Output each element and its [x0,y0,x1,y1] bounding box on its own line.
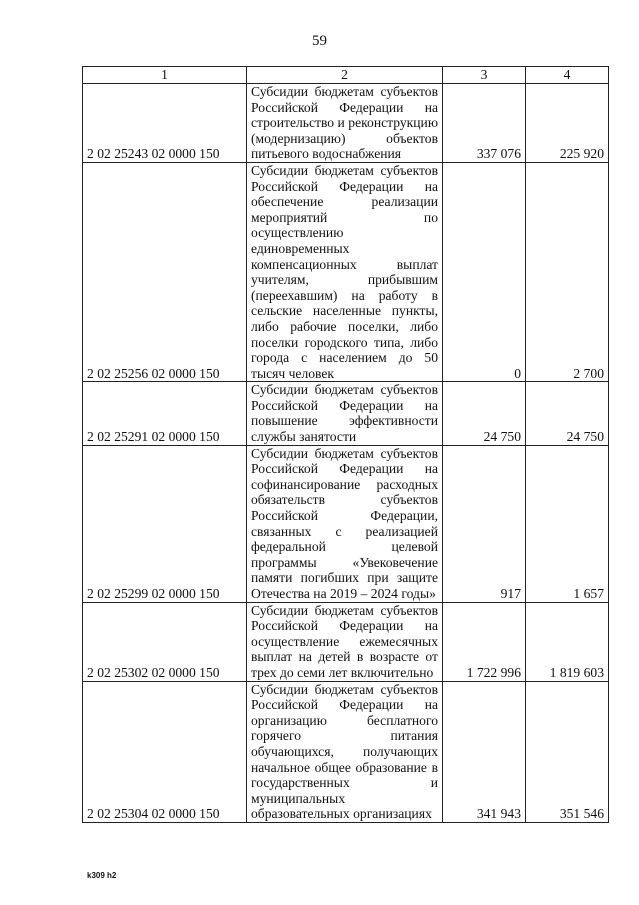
row-value-col4: 2 700 [526,162,609,381]
table-header-row [83,67,609,84]
row-description: Субсидии бюджетам субъектов Российской Федерации на осуществление ежемесячных выплат на детей в возрасте от трех до семи лет включительно [247,602,443,681]
row-description: Субсидии бюджетам субъектов Российской Федерации на организацию бесплатного горячего питания обучающихся, получающих начальное общее образование в государственных и муниципальных образовательных организациях [247,681,443,822]
table-row [83,382,609,445]
row-value-col4: 24 750 [526,382,609,445]
column-header-4: 4 [526,67,609,84]
budget-table [82,66,609,823]
row-value-col4: 1 657 [526,445,609,602]
row-value-col4: 351 546 [526,681,609,822]
row-value-col4: 225 920 [526,84,609,163]
row-value-col3: 0 [443,162,526,381]
row-value-col3: 1 722 996 [443,602,526,681]
row-code: 2 02 25256 02 0000 150 [83,162,247,381]
row-description: Субсидии бюджетам субъектов Российской Федерации на софинансирование расходных обязательств субъектов Российской Федерации, связанных с реализацией федеральной целевой программы «Увековечение памяти погибших при защите Отечества на 2019 – 2024 годы» [247,445,443,602]
table-body [83,84,609,823]
row-code: 2 02 25299 02 0000 150 [83,445,247,602]
row-description: Субсидии бюджетам субъектов Российской Федерации на обеспечение реализации мероприятий по осуществлению единовременных компенсационных выплат учителям, прибывшим (переехавшим) на работу в сельские населенные пункты, либо рабочие поселки, либо поселки городского типа, либо города с населением до 50 тысяч человек [247,162,443,381]
column-header-1: 1 [83,67,247,84]
table-row [83,681,609,822]
row-value-col3: 917 [443,445,526,602]
row-code: 2 02 25304 02 0000 150 [83,681,247,822]
table-row [83,602,609,681]
row-description: Субсидии бюджетам субъектов Российской Федерации на повышение эффективности службы занятости [247,382,443,445]
column-header-2: 2 [247,67,443,84]
table-row [83,162,609,381]
document-footer-mark: k309 h2 [87,871,117,880]
page-number: 59 [312,33,327,49]
table-row [83,84,609,163]
row-value-col4: 1 819 603 [526,602,609,681]
row-value-col3: 341 943 [443,681,526,822]
row-code: 2 02 25291 02 0000 150 [83,382,247,445]
row-value-col3: 337 076 [443,84,526,163]
row-description: Субсидии бюджетам субъектов Российской Федерации на строительство и реконструкцию (модернизацию) объектов питьевого водоснабжения [247,84,443,163]
column-header-3: 3 [443,67,526,84]
table-row [83,445,609,602]
row-value-col3: 24 750 [443,382,526,445]
row-code: 2 02 25302 02 0000 150 [83,602,247,681]
row-code: 2 02 25243 02 0000 150 [83,84,247,163]
